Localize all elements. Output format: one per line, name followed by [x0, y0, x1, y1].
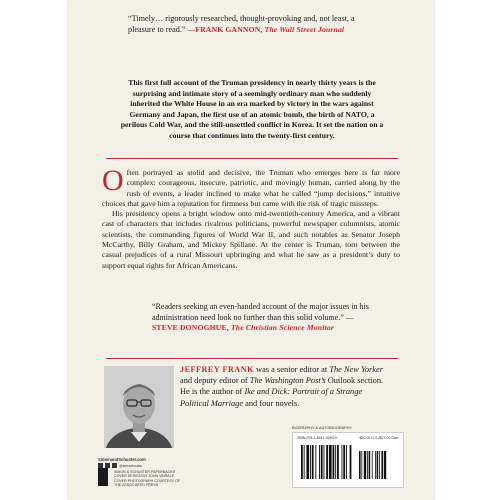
publisher-name: SIMON & SCHUSTER PAPERBACKS	[114, 470, 176, 474]
author-portrait-icon	[104, 366, 174, 448]
mid-quote-text: “Readers seeking an even-handed account of the major issues in his administration need look no further than this solid volume.”	[152, 302, 369, 322]
body-description	[102, 164, 400, 271]
cover-design-credit: COVER DESIGN BY JOHN VAIRALE	[114, 474, 174, 479]
instagram-icon	[112, 463, 117, 468]
price-label: $20.00 U.S./$27.00 Can.	[359, 436, 399, 440]
isbn-label: ISBN 978-1-5011-0293-5	[297, 436, 337, 440]
book-category: BIOGRAPHY & AUTOBIOGRAPHY	[292, 426, 352, 430]
social-handle: @simonbooks	[119, 463, 142, 468]
top-review-quote	[128, 13, 383, 35]
drop-cap-letter: O	[102, 164, 124, 197]
mid-quote-source: The Christian Science Monitor	[230, 323, 335, 333]
top-quote-source: The Wall Street Journal	[264, 25, 345, 34]
barcode-icon	[299, 443, 399, 485]
cover-credits	[114, 470, 184, 488]
body-paragraph-1: Often portrayed as stolid and decisive, the Truman who emerges here is far more complex: courageous, insecure, patriotic, and movingly human, carried along by the rush of events, a leader inclined to make what he called “jump decisions,” intuitive choices that gave him a reputation for firmness but came with the risk of tragic missteps.	[102, 164, 400, 208]
social-links	[98, 463, 178, 468]
body-paragraph-2: His presidency opens a bright window onto mid-twentieth-century America, and a vibrant cast of characters that includes rivalrous politicians, powerful newspaper columnists, atomic scientists, the commanding figures of World War II, and such notables as Senator Joseph McCarthy, Billy Graham, and Mickey Spillane. At the center is Truman, torn between the casual prejudices of a rural Missouri upbringing and what he saw as a president’s duty to support equal rights for African Americans.	[102, 209, 400, 270]
synopsis-paragraph: This first full account of the Truman presidency in nearly thirty years is the surprising and intimate story of a seemingly ordinary man who suddenly inherited the White House in an era marked by victory in the wars against Germany and Japan, the first use of an atomic bomb, the birth of NATO, a perilous Cold War, and the still-unsettled conflict in Korea. It set the nation on a course that continues into the twenty-first century.	[120, 78, 384, 140]
cover-photo-credit: COVER PHOTOGRAPH COURTESY OF THE ASSOCIATED PRESS	[114, 478, 181, 488]
author-photo	[104, 366, 174, 448]
author-name: JEFFREY FRANK	[180, 365, 254, 374]
top-quote-attribution: —FRANK GANNON, The Wall Street Journal	[187, 25, 345, 34]
barcode-box	[292, 432, 404, 488]
red-divider-bottom	[106, 358, 398, 359]
mid-quote-attribution: —STEVE DONOGHUE, The Christian Science Monitor	[152, 312, 354, 333]
top-quote-text: “Timely… rigorously researched, thought-provoking and, not least, a pleasure to read.”	[128, 14, 355, 34]
author-bio: JEFFREY FRANK was a senior editor at The New Yorker and deputy editor of The Washington Post’s Outlook section. He is the author of Ike and Dick: Portrait of a Strange Political Marriage and four novels.	[180, 365, 384, 408]
red-divider-top	[106, 158, 398, 159]
publisher-logo-icon	[98, 468, 108, 486]
middle-review-quote	[152, 302, 376, 334]
book-back-cover	[68, 0, 434, 500]
barcode-block	[292, 426, 404, 490]
publisher-website: SimonandSchuster.com	[98, 457, 146, 462]
publisher-imprint	[98, 457, 181, 494]
